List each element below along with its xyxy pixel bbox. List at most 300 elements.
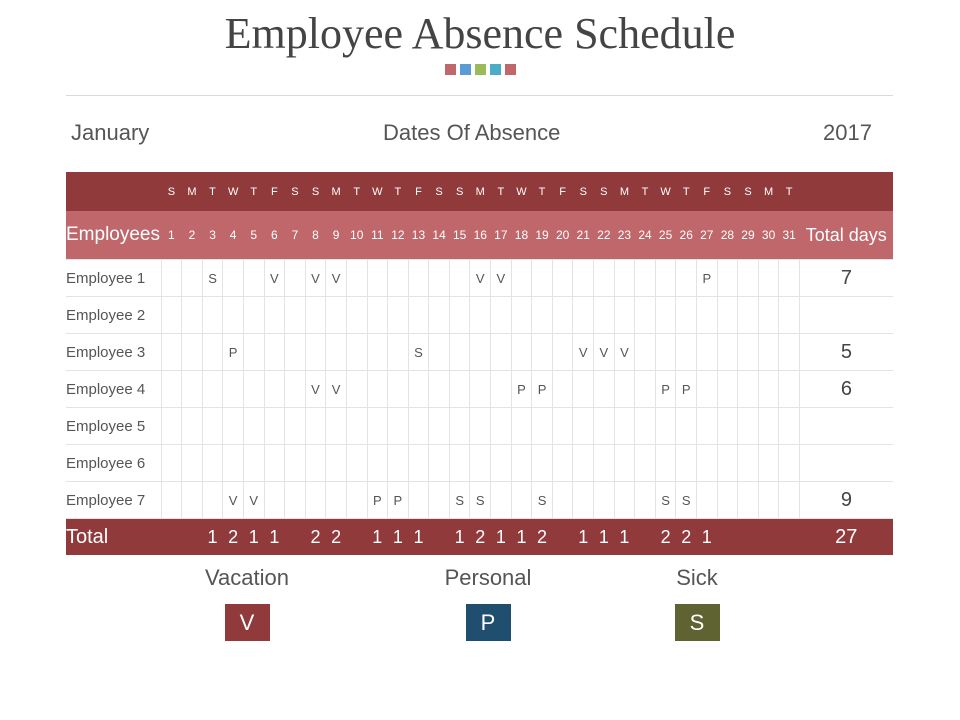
absence-cell [655,334,676,371]
absence-cell: S [655,482,676,519]
day-total [758,519,779,556]
day-total: 1 [202,519,223,556]
absence-cell [367,445,388,482]
absence-cell [388,445,409,482]
absence-cell [779,297,800,334]
absence-cell [367,408,388,445]
day-total: 1 [264,519,285,556]
day-total [717,519,738,556]
absence-cell [614,445,635,482]
absence-cell [655,445,676,482]
employee-row [66,371,893,408]
absence-cell [223,297,244,334]
absence-cell [532,445,553,482]
absence-cell [697,445,718,482]
day-total: 1 [408,519,429,556]
day-number: 2 [182,211,203,260]
absence-cell [717,297,738,334]
absence-cell [305,334,326,371]
absence-cell [594,371,615,408]
absence-cell [346,445,367,482]
absence-cell [758,445,779,482]
absence-cell [635,260,656,297]
absence-cell [635,297,656,334]
accent-dot [445,64,456,75]
weekday-letter: W [223,172,244,211]
absence-cell [573,260,594,297]
absence-cell [676,260,697,297]
weekday-letter: M [326,172,347,211]
absence-cell [779,260,800,297]
accent-dot [490,64,501,75]
day-number: 4 [223,211,244,260]
absence-cell [717,445,738,482]
absence-cell [326,297,347,334]
absence-cell [161,482,182,519]
absence-cell [717,408,738,445]
absence-cell [552,408,573,445]
absence-cell [243,371,264,408]
absence-cell: P [532,371,553,408]
absence-cell [326,482,347,519]
day-total: 2 [326,519,347,556]
absence-cell: V [594,334,615,371]
weekday-letter: S [161,172,182,211]
absence-cell [202,482,223,519]
absence-cell [573,371,594,408]
absence-cell [161,445,182,482]
absence-cell [779,334,800,371]
absence-cell [676,297,697,334]
absence-cell [491,334,512,371]
absence-cell [655,297,676,334]
absence-cell [594,408,615,445]
absence-cell [552,297,573,334]
day-number: 24 [635,211,656,260]
absence-cell [491,408,512,445]
day-number: 19 [532,211,553,260]
divider [66,95,893,96]
weekday-letter: T [243,172,264,211]
grand-total: 27 [799,519,893,556]
absence-cell [470,371,491,408]
absence-cell [635,482,656,519]
absence-cell [738,408,759,445]
absence-cell [738,334,759,371]
absence-cell [552,260,573,297]
absence-cell [532,297,553,334]
absence-cell [449,334,470,371]
absence-cell [511,482,532,519]
day-total: 2 [676,519,697,556]
absence-cell [697,297,718,334]
day-number: 21 [573,211,594,260]
employee-name: Employee 6 [66,445,161,482]
day-number: 16 [470,211,491,260]
absence-cell [429,334,450,371]
day-total [552,519,573,556]
absence-cell: V [305,371,326,408]
legend-item-vacation [187,565,307,641]
absence-cell: S [470,482,491,519]
absence-cell [182,408,203,445]
absence-cell [779,445,800,482]
employee-row [66,260,893,297]
legend-label: Vacation [205,565,289,590]
absence-cell: S [449,482,470,519]
absence-cell: S [202,260,223,297]
weekday-letter: T [202,172,223,211]
absence-cell [594,445,615,482]
day-number: 29 [738,211,759,260]
absence-cell [573,445,594,482]
day-number: 1 [161,211,182,260]
absence-cell: P [367,482,388,519]
weekday-letter: M [470,172,491,211]
weekday-letter: T [779,172,800,211]
employee-row [66,297,893,334]
day-total: 2 [470,519,491,556]
accent-dot [475,64,486,75]
weekday-letter: T [532,172,553,211]
legend-item-personal [428,565,548,641]
absence-cell [202,371,223,408]
absence-cell [408,482,429,519]
absence-cell: S [676,482,697,519]
absence-cell [161,408,182,445]
absence-cell: V [470,260,491,297]
absence-cell [243,445,264,482]
weekday-letter: S [717,172,738,211]
absence-cell [594,482,615,519]
day-number: 11 [367,211,388,260]
absence-cell [655,260,676,297]
day-number: 14 [429,211,450,260]
absence-cell [552,334,573,371]
day-total [738,519,759,556]
absence-cell [738,482,759,519]
absence-cell: P [655,371,676,408]
employee-total-days: 7 [799,260,893,297]
title-accent-dots [445,64,516,75]
day-total: 1 [491,519,512,556]
absence-cell [552,482,573,519]
absence-cell [449,297,470,334]
absence-cell [429,482,450,519]
absence-cell [717,260,738,297]
day-total: 1 [367,519,388,556]
absence-cell [326,445,347,482]
day-total: 1 [594,519,615,556]
absence-cell [470,334,491,371]
weekday-row-spacer [799,172,893,211]
employee-name: Employee 7 [66,482,161,519]
day-total: 1 [511,519,532,556]
absence-cell [532,408,553,445]
day-total: 1 [388,519,409,556]
absence-cell [429,445,450,482]
absence-cell [697,408,718,445]
employee-row [66,408,893,445]
weekday-letter: T [491,172,512,211]
absence-cell: P [511,371,532,408]
absence-cell [285,334,306,371]
absence-cell [552,371,573,408]
absence-cell [264,334,285,371]
day-number: 25 [655,211,676,260]
absence-cell [161,334,182,371]
weekday-letter: F [697,172,718,211]
absence-cell [511,445,532,482]
absence-cell [326,334,347,371]
weekday-letter: W [655,172,676,211]
employee-total-days [799,408,893,445]
weekday-letter: S [594,172,615,211]
absence-cell [449,408,470,445]
employee-total-days: 9 [799,482,893,519]
absence-cell [738,371,759,408]
absence-cell [285,445,306,482]
absence-cell [285,260,306,297]
absence-cell [635,371,656,408]
weekday-letter: F [264,172,285,211]
absence-cell [223,260,244,297]
day-total: 1 [243,519,264,556]
absence-cell [511,334,532,371]
absence-cell [697,371,718,408]
absence-cell [594,260,615,297]
absence-cell [758,260,779,297]
absence-cell [491,371,512,408]
day-total [161,519,182,556]
absence-cell [470,297,491,334]
absence-cell [182,371,203,408]
absence-cell [408,408,429,445]
absence-cell [779,408,800,445]
absence-cell [614,260,635,297]
absence-cell: V [491,260,512,297]
absence-cell [429,371,450,408]
absence-cell [655,408,676,445]
absence-cell [491,482,512,519]
employee-name: Employee 4 [66,371,161,408]
weekday-letter: S [429,172,450,211]
day-total [182,519,203,556]
weekday-letter: M [758,172,779,211]
absence-cell: V [243,482,264,519]
day-number: 23 [614,211,635,260]
day-number: 30 [758,211,779,260]
absence-cell [676,408,697,445]
absence-cell [285,408,306,445]
absence-cell [511,260,532,297]
absence-cell [223,408,244,445]
absence-cell [182,260,203,297]
employee-total-days: 5 [799,334,893,371]
weekday-letter: S [449,172,470,211]
absence-cell [346,371,367,408]
absence-cell [346,260,367,297]
absence-cell [614,371,635,408]
day-number: 22 [594,211,615,260]
weekday-letter: S [285,172,306,211]
day-total: 2 [532,519,553,556]
weekday-letter: W [367,172,388,211]
absence-cell: V [305,260,326,297]
absence-cell [264,482,285,519]
day-total [346,519,367,556]
absence-cell [202,445,223,482]
page-title: Employee Absence Schedule [224,9,736,58]
absence-cell: V [264,260,285,297]
absence-cell [697,334,718,371]
absence-cell [758,371,779,408]
month-label: January [71,120,150,145]
absence-cell [346,408,367,445]
day-total: 1 [614,519,635,556]
absence-cell [367,260,388,297]
absence-cell: V [326,260,347,297]
absence-cell [346,297,367,334]
day-number: 3 [202,211,223,260]
absence-cell [511,297,532,334]
weekday-letter: T [388,172,409,211]
absence-cell [676,334,697,371]
weekday-letter: T [635,172,656,211]
day-number: 8 [305,211,326,260]
absence-cell [511,408,532,445]
absence-cell [532,334,553,371]
absence-cell [614,482,635,519]
absence-cell [573,297,594,334]
absence-cell [264,297,285,334]
accent-dot [460,64,471,75]
absence-cell [285,371,306,408]
absence-cell [614,408,635,445]
absence-cell [449,260,470,297]
absence-cell: P [223,334,244,371]
legend-code-box: V [225,604,270,641]
employee-total-days [799,445,893,482]
absence-cell [758,297,779,334]
total-days-header: Total days [799,211,893,260]
absence-cell [635,334,656,371]
total-label: Total [66,519,161,556]
absence-cell [243,408,264,445]
weekday-letter: T [346,172,367,211]
absence-cell: V [223,482,244,519]
absence-cell [223,371,244,408]
absence-cell [182,482,203,519]
day-total [635,519,656,556]
absence-cell [243,297,264,334]
absence-table [66,172,893,555]
day-total: 2 [655,519,676,556]
absence-cell [367,371,388,408]
employee-name: Employee 5 [66,408,161,445]
absence-cell: S [408,334,429,371]
absence-cell [161,371,182,408]
absence-cell: S [532,482,553,519]
absence-cell [182,297,203,334]
absence-cell [388,408,409,445]
legend-label: Sick [676,565,718,590]
absence-cell [614,297,635,334]
employee-name: Employee 3 [66,334,161,371]
day-number: 27 [697,211,718,260]
absence-cell [573,482,594,519]
absence-cell [346,482,367,519]
absence-cell [202,334,223,371]
legend-item-sick [637,565,757,641]
absence-cell [367,334,388,371]
absence-cell [552,445,573,482]
absence-cell: V [614,334,635,371]
absence-cell [470,408,491,445]
absence-cell [408,371,429,408]
day-number: 5 [243,211,264,260]
absence-cell [285,297,306,334]
absence-cell [697,482,718,519]
absence-cell [223,445,244,482]
absence-cell [408,297,429,334]
absence-cell [635,408,656,445]
employee-total-days [799,297,893,334]
absence-cell [717,371,738,408]
absence-cell: P [697,260,718,297]
day-number: 20 [552,211,573,260]
absence-cell [429,408,450,445]
day-number: 7 [285,211,306,260]
absence-cell [264,408,285,445]
weekday-letter: T [676,172,697,211]
absence-cell [408,445,429,482]
schedule-header [66,120,893,150]
day-total: 2 [223,519,244,556]
absence-cell [305,482,326,519]
day-total: 1 [449,519,470,556]
day-number: 31 [779,211,800,260]
day-total [429,519,450,556]
absence-cell [305,445,326,482]
absence-cell [408,260,429,297]
employee-row [66,334,893,371]
year-label: 2017 [823,120,872,145]
absence-cell [264,371,285,408]
absence-cell [573,408,594,445]
day-total: 1 [697,519,718,556]
employee-name: Employee 1 [66,260,161,297]
absence-cell [779,371,800,408]
day-number: 18 [511,211,532,260]
day-number: 17 [491,211,512,260]
absence-cell [305,408,326,445]
day-number: 9 [326,211,347,260]
absence-cell [161,297,182,334]
absence-cell [738,260,759,297]
absence-cell [202,408,223,445]
total-row [66,519,893,556]
weekday-letter: F [408,172,429,211]
absence-cell [429,260,450,297]
absence-cell [388,297,409,334]
absence-cell [182,445,203,482]
absence-cell [202,297,223,334]
absence-cell [449,445,470,482]
employee-row [66,445,893,482]
absence-cell [779,482,800,519]
absence-cell [491,297,512,334]
